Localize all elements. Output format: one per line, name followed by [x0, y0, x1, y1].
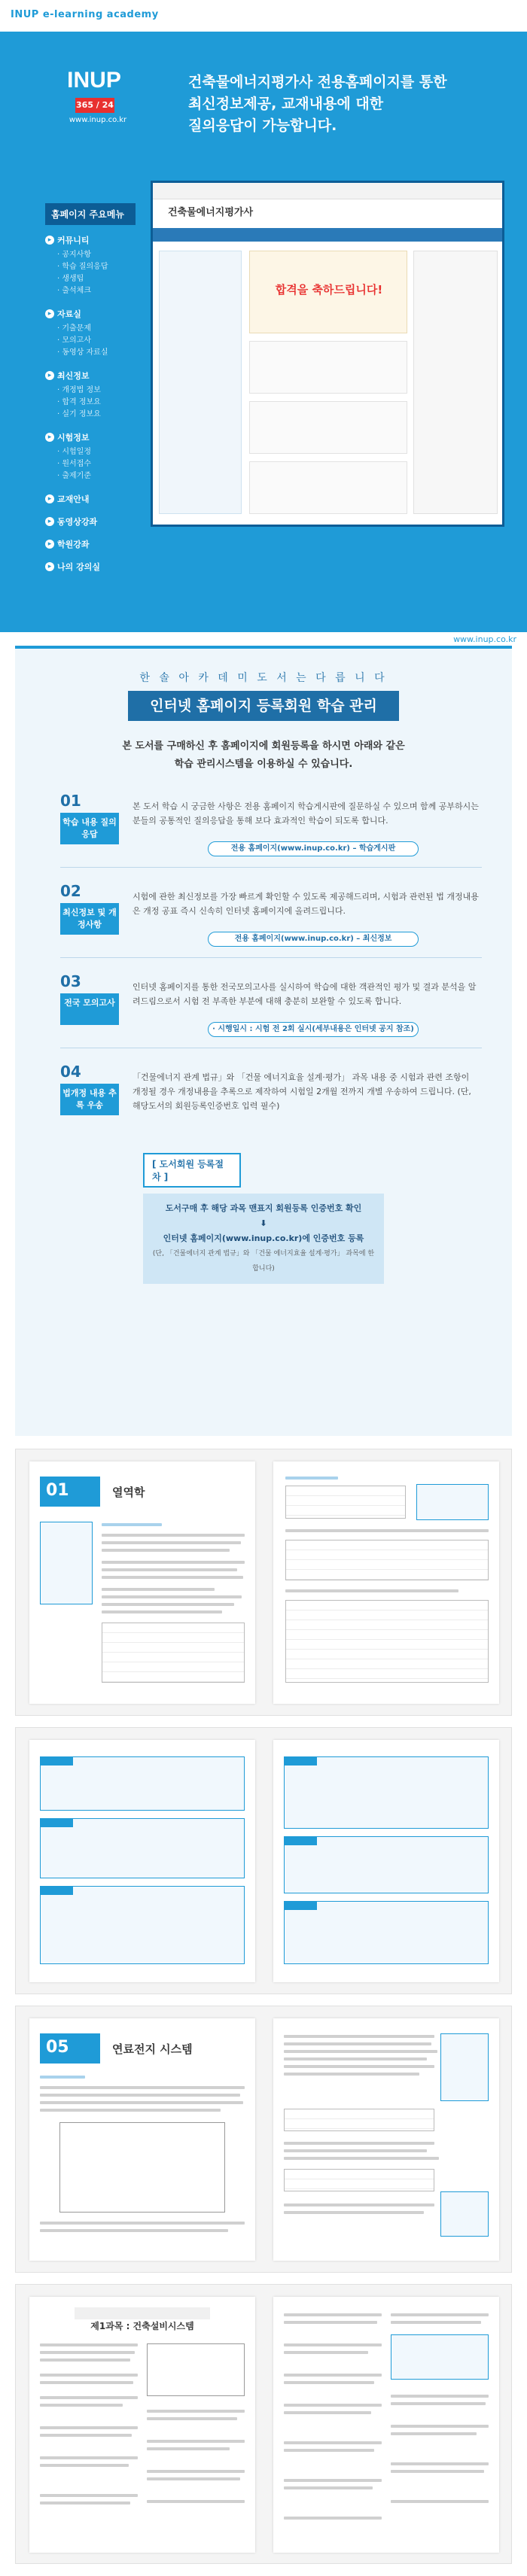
bullet-arrow-icon: ▸ [45, 562, 54, 571]
data-table [102, 1623, 245, 1683]
text-line [285, 1529, 489, 1532]
text-line [284, 2203, 434, 2206]
text-line [147, 2447, 230, 2450]
text-line [40, 2396, 138, 2399]
down-arrow-icon: ⬇ [260, 1218, 267, 1228]
logo-url: www.inup.co.kr [69, 116, 127, 124]
step-tag: 학습 내용 질의 응답 [60, 813, 119, 844]
step-number: 03 [60, 972, 81, 990]
hero-copy-line: 건축물에너지평가사 전용홈페이지를 통한 [188, 74, 447, 90]
text-line [284, 2142, 434, 2145]
formula-box [284, 2109, 434, 2131]
book-spread [15, 2006, 512, 2273]
menu-group [45, 493, 136, 505]
text-line [284, 2035, 434, 2038]
step-divider [60, 867, 482, 868]
main-menu-list [45, 203, 136, 583]
text-line [40, 2464, 129, 2467]
sidebar-note [440, 2191, 489, 2237]
data-table [285, 1486, 406, 1519]
step-number: 02 [60, 882, 81, 900]
text-line [391, 2313, 489, 2316]
screenshot-sidebar [159, 251, 242, 514]
menu-group [45, 431, 136, 482]
question-tag [284, 1836, 317, 1845]
brand-label: INUP e-learning academy [11, 9, 159, 20]
howto-line: 도서구매 후 해당 과목 맨표지 회원등록 인증번호 확인 [165, 1203, 362, 1213]
registration-section [15, 646, 512, 1436]
book-page [273, 2018, 499, 2261]
hero-copy-line: 질의응답이 가능합니다. [188, 117, 337, 134]
bullet-arrow-icon: ▸ [45, 371, 54, 380]
diagram-figure [59, 2122, 225, 2213]
text-line [391, 2395, 489, 2398]
question-tag [284, 1756, 317, 1765]
howto-box [143, 1194, 384, 1284]
menu-group-label: 교재안내 [57, 494, 90, 504]
step-number: 04 [60, 1063, 81, 1081]
chapter-badge [40, 2033, 193, 2064]
text-line [284, 2517, 382, 2520]
intro-line: 본 도서를 구매하신 후 홈페이지에 회원등록을 하시면 아래와 같은 [122, 741, 405, 752]
section-kicker: 한 솔 아 카 데 미 도 서 는 다 릅 니 다 [139, 672, 388, 684]
menu-group-label: 자료실 [57, 309, 81, 319]
menu-group [45, 538, 136, 550]
sidebar-note [440, 2033, 489, 2101]
sidebar-note [40, 1522, 93, 1604]
text-line [102, 1595, 242, 1598]
text-line [391, 2432, 477, 2435]
text-line [147, 2470, 245, 2473]
text-line [284, 2149, 427, 2152]
text-line [40, 2374, 138, 2377]
menu-group-head[interactable] [45, 561, 136, 573]
text-line [391, 2470, 484, 2473]
menu-group-head[interactable] [45, 234, 136, 246]
registration-howto [143, 1153, 384, 1284]
text-line [40, 2086, 245, 2089]
menu-group-label: 커뮤니티 [57, 236, 90, 245]
text-line [284, 2211, 424, 2214]
inup-logo [53, 68, 136, 143]
book-spread [15, 2284, 512, 2564]
book-spread [15, 1727, 512, 1994]
hero-copy-line: 최신정보제공, 교재내용에 대한 [188, 96, 384, 112]
bullet-arrow-icon: ▸ [45, 236, 54, 245]
text-line [40, 2229, 228, 2232]
question-tag [40, 1756, 73, 1765]
text-line [284, 2313, 382, 2316]
question-box [40, 1886, 245, 1964]
chapter-title: 열역학 [112, 1486, 145, 1499]
site-url: www.inup.co.kr [453, 634, 516, 644]
intro-line: 학습 관리시스템을 이용하실 수 있습니다. [174, 759, 353, 770]
howto-line: 인터넷 홈페이지(www.inup.co.kr)에 인증번호 등록 [163, 1233, 364, 1243]
menu-group-head[interactable] [45, 516, 136, 528]
logo-text: INUP [67, 68, 121, 93]
text-line [284, 2411, 371, 2414]
book-page [29, 2018, 255, 2261]
homepage-screenshot [151, 181, 504, 527]
bullet-arrow-icon: ▸ [45, 494, 54, 503]
text-line [391, 2402, 486, 2405]
screenshot-panel [249, 461, 407, 514]
screenshot-right-column [413, 251, 498, 514]
screenshot-topbar [153, 183, 502, 199]
step-03 [60, 972, 482, 1055]
text-line [391, 2500, 489, 2503]
step-01 [60, 792, 482, 874]
text-line [285, 1477, 338, 1480]
text-line [284, 2073, 419, 2076]
menu-item[interactable]: · 모의고사 [57, 336, 91, 345]
step-pill: 전용 홈페이지(www.inup.co.kr) – 학습게시판 [208, 841, 419, 856]
hero-section [0, 38, 527, 632]
text-line [284, 2343, 382, 2346]
menu-item[interactable]: · 실기 정보요 [57, 410, 101, 418]
menu-group [45, 308, 136, 359]
screenshot-logo-text: 건축물에너지평가사 [168, 207, 254, 218]
formula-box [284, 2169, 434, 2191]
menu-item[interactable]: · 원서접수 [57, 460, 91, 468]
chapter-badge [40, 1477, 145, 1507]
book-page [29, 1740, 255, 1982]
logo-badge: 365 / 24 [75, 98, 114, 113]
bullet-arrow-icon: ▸ [45, 309, 54, 318]
step-tag: 법개정 내용 추록 우송 [60, 1084, 119, 1115]
menu-title: 홈페이지 주요메뉴 [45, 203, 136, 225]
question-box [284, 1901, 489, 1964]
question-tag [40, 1818, 73, 1827]
menu-item[interactable]: · 동영상 자료실 [57, 348, 108, 357]
text-line [391, 2425, 489, 2428]
text-line [102, 1610, 222, 1613]
book-page [273, 2297, 499, 2553]
step-divider [60, 957, 482, 958]
text-line [284, 2449, 374, 2452]
section-intro [75, 738, 452, 774]
text-line [40, 2404, 123, 2407]
menu-group [45, 234, 136, 297]
data-table [285, 1600, 489, 1683]
text-line [40, 2494, 138, 2497]
text-line [102, 1561, 245, 1564]
menu-group-head[interactable] [45, 493, 136, 505]
menu-group-label: 시험정보 [57, 433, 90, 443]
text-line [40, 2359, 130, 2362]
screenshot-banner-text: 합격을 축하드립니다! [275, 283, 383, 297]
text-line [40, 2109, 221, 2112]
text-line [102, 1588, 215, 1591]
step-body: 본 도서 학습 시 궁금한 사항은 전용 홈페이지 학습게시판에 질문하실 수 있으며 함께 공부하시는 분들의 공통적인 질의응답을 통해 보다 효과적인 학습이 되도록 합니다. [133, 801, 479, 826]
step-body: 시험에 관한 최신정보를 가장 빠르게 확인할 수 있도록 제공해드리며, 시험과 관련된 법 개정내용은 개정 공표 즉시 신속히 인터넷 홈페이지에 올려드립니다. [133, 892, 479, 916]
bullet-arrow-icon: ▸ [45, 433, 54, 442]
menu-group [45, 370, 136, 421]
section-heading: 인터넷 홈페이지 등록회원 학습 관리 [128, 691, 399, 721]
book-page [273, 1461, 499, 1704]
text-line [40, 2094, 240, 2097]
step-body: 「건물에너지 관계 법규」와 「건물 에너지효율 설계·평가」 과목 내용 중 시험과 관련 조항이 개정될 경우 개정내용을 추록으로 제작하여 시험일 2개월 전까지 개별 우송하여 드립니다. (단, 해당도서의 회원등록인증번호 입력 필수) [133, 1072, 471, 1111]
book-page [29, 2297, 255, 2553]
menu-item[interactable]: · 생생팁 [57, 275, 84, 283]
menu-group-label: 학원강좌 [57, 540, 90, 549]
screenshot-nav [153, 228, 502, 242]
text-line [284, 2057, 427, 2060]
text-line [284, 2321, 377, 2324]
question-box [284, 1756, 489, 1829]
step-pill: 전용 홈페이지(www.inup.co.kr) – 최신정보 [208, 932, 419, 947]
step-tag: 최신정보 및 개정사항 [60, 903, 119, 935]
menu-item[interactable]: · 공지사항 [57, 251, 91, 259]
menu-item[interactable]: · 시험일정 [57, 448, 91, 456]
text-line [284, 2479, 382, 2482]
screenshot-panel [249, 341, 407, 394]
data-table [285, 1540, 489, 1580]
step-tag: 전국 모의고사 [60, 993, 119, 1025]
menu-group-label: 나의 강의실 [57, 562, 100, 572]
step-04 [60, 1063, 482, 1145]
text-line [147, 2477, 240, 2480]
menu-item[interactable]: · 개정법 정보 [57, 386, 101, 394]
bullet-arrow-icon: ▸ [45, 517, 54, 526]
menu-group-head[interactable] [45, 370, 136, 382]
menu-group-head[interactable] [45, 431, 136, 443]
text-line [40, 2501, 130, 2505]
chapter-number: 01 [46, 1481, 69, 1500]
text-line [147, 2440, 245, 2443]
text-line [40, 2351, 135, 2354]
text-line [102, 1549, 230, 1552]
text-line [284, 2065, 434, 2068]
text-line [102, 1576, 243, 1579]
text-line [284, 2486, 373, 2489]
text-line [40, 2434, 132, 2437]
answer-box [391, 2334, 489, 2380]
text-line [102, 1568, 237, 1571]
screenshot-banner [249, 251, 407, 333]
menu-group-head[interactable] [45, 308, 136, 320]
menu-item[interactable]: · 출석체크 [57, 287, 91, 295]
book-spread [15, 1449, 512, 1716]
text-line [40, 2343, 138, 2346]
text-line [284, 2404, 382, 2407]
hero-copy [188, 71, 504, 137]
menu-group [45, 561, 136, 573]
menu-item[interactable]: · 학습 질의응답 [57, 263, 108, 271]
text-line [284, 2441, 382, 2444]
text-line [102, 1603, 234, 1606]
text-line [284, 2042, 431, 2045]
text-line [40, 2426, 138, 2429]
text-line [40, 2076, 85, 2079]
step-02 [60, 882, 482, 965]
text-line [284, 2374, 382, 2377]
howto-title: [ 도서회원 등록절차 ] [143, 1153, 241, 1188]
book-page [29, 1461, 255, 1704]
screenshot-panel [249, 401, 407, 454]
screenshot-logo [168, 204, 253, 218]
menu-item[interactable]: · 출제기준 [57, 472, 91, 480]
graph-figure [147, 2343, 245, 2396]
text-line [102, 1523, 162, 1526]
chapter-number: 05 [46, 2038, 69, 2057]
bullet-arrow-icon: ▸ [45, 540, 54, 549]
step-number: 01 [60, 792, 81, 810]
text-line [147, 2500, 245, 2503]
text-line [40, 2222, 245, 2225]
top-rule [0, 32, 527, 38]
menu-item[interactable]: · 기출문제 [57, 324, 91, 333]
text-line [284, 2050, 437, 2053]
sidebar-note [416, 1484, 489, 1520]
text-line [391, 2321, 481, 2324]
text-line [285, 1589, 458, 1592]
step-body: 인터넷 홈페이지를 통한 전국모의고사를 실시하여 학습에 대한 객관적인 평가 및 결과 분석을 알려드림으로서 시험 전 부족한 부분에 대해 충분히 보완할 수 있도록 합니다. [133, 982, 477, 1006]
step-pill: · 시행일시 : 시험 전 2회 실시(세부내용은 인터넷 공지 참조) [208, 1022, 419, 1037]
text-line [147, 2410, 245, 2413]
question-box [40, 1818, 245, 1878]
exam-subtitle-bar [75, 2307, 210, 2319]
menu-item[interactable]: · 합격 정보요 [57, 398, 101, 406]
text-line [40, 2456, 138, 2459]
text-line [284, 2381, 374, 2384]
menu-group-head[interactable] [45, 538, 136, 550]
book-page [273, 1740, 499, 1982]
question-tag [284, 1901, 317, 1910]
text-line [102, 1534, 245, 1537]
question-tag [40, 1886, 73, 1895]
text-line [284, 2157, 439, 2160]
menu-group-label: 동영상강좌 [57, 517, 98, 527]
text-line [284, 2351, 368, 2354]
text-line [147, 2417, 237, 2420]
menu-group-label: 최신정보 [57, 371, 90, 381]
text-line [102, 1541, 241, 1544]
text-line [40, 2381, 133, 2384]
text-line [391, 2462, 489, 2465]
howto-note: (단, 「건물에너지 관계 법규」와 「건물 에너지효율 설계·평가」 과목에 한합니다) [152, 1250, 375, 1273]
menu-group [45, 516, 136, 528]
exam-title: 제1과목 : 건축설비시스템 [90, 2321, 194, 2331]
chapter-title: 연료전지 시스템 [112, 2042, 193, 2056]
text-line [40, 2101, 243, 2104]
